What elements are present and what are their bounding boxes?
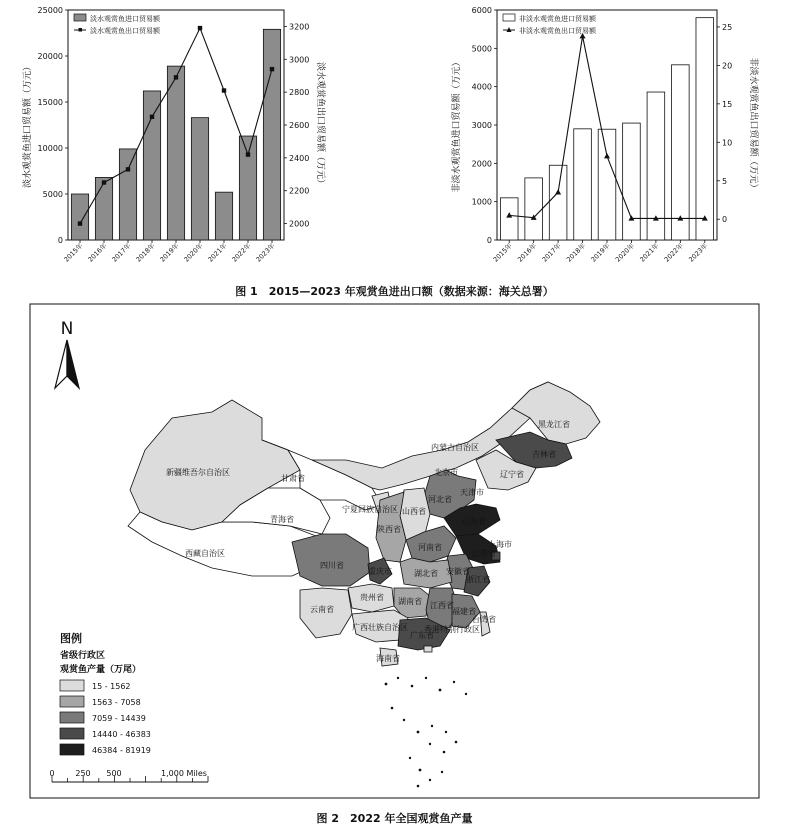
bar-non_freshwater-8 <box>696 18 714 240</box>
legend-bar-non_freshwater: 非淡水观赏鱼进口贸易额 <box>519 15 596 23</box>
north-label: N <box>60 319 74 339</box>
label-jiangsu: 江苏省 <box>472 549 496 558</box>
xtick-non_freshwater-1: 2016年 <box>516 241 539 264</box>
label-jiangxi: 江西省 <box>430 601 454 610</box>
label-gansu: 甘肃省 <box>281 474 305 483</box>
y2tick-non_freshwater-10: 10 <box>722 138 733 148</box>
bar-freshwater-0 <box>71 194 88 240</box>
label-tianjin: 天津市 <box>460 488 484 497</box>
figure-2-map <box>0 300 789 805</box>
y2tick-non_freshwater-5: 5 <box>722 176 728 186</box>
label-shandong: 山东省 <box>462 517 486 526</box>
xtick-non_freshwater-2: 2017年 <box>540 241 563 264</box>
region-hongkong <box>424 646 432 652</box>
chart-non-freshwater <box>450 6 760 264</box>
ytick-non_freshwater-0: 0 <box>486 236 492 245</box>
ylabel-freshwater: 淡水观赏鱼进口贸易额（万元） <box>23 61 33 189</box>
point-freshwater-4 <box>174 75 178 79</box>
bar-non_freshwater-5 <box>623 123 641 240</box>
xtick-freshwater-1: 2016年 <box>86 241 109 264</box>
ytick-non_freshwater-5000: 5000 <box>471 44 492 54</box>
label-anhui: 安徽省 <box>446 567 470 576</box>
label-beijing: 北京市 <box>434 468 458 477</box>
legend-swatch-1 <box>60 696 84 707</box>
y2tick-freshwater-2000: 2000 <box>289 219 310 229</box>
point-freshwater-0 <box>78 221 82 225</box>
legend-class-2: 7059 - 14439 <box>92 714 146 723</box>
ytick-non_freshwater-2000: 2000 <box>471 159 492 169</box>
y2label-non_freshwater: 非淡水观赏鱼出口贸易额（万元） <box>748 57 758 193</box>
scale-label-1000: 1,000 Miles <box>161 769 207 778</box>
scale-label-500: 500 <box>106 769 122 778</box>
scale-label-0: 0 <box>49 769 55 778</box>
ytick-freshwater-15000: 15000 <box>37 98 63 107</box>
label-fujian: 福建省 <box>452 607 476 616</box>
figure-1-caption: 图 1 2015—2023 年观赏鱼进出口额（数据来源：海关总署） <box>235 285 554 298</box>
legend-subtitle: 省级行政区 <box>60 651 106 661</box>
xtick-freshwater-5: 2020年 <box>182 241 205 264</box>
label-qinghai: 青海省 <box>270 515 294 524</box>
bar-freshwater-4 <box>167 66 184 240</box>
label-guizhou: 贵州省 <box>360 593 384 602</box>
label-heilongjiang: 黑龙江省 <box>538 420 570 429</box>
legend-class-3: 14440 - 46383 <box>92 730 151 739</box>
ytick-non_freshwater-6000: 6000 <box>471 6 492 15</box>
legend-line-non_freshwater: 非淡水观赏鱼出口贸易额 <box>519 27 596 35</box>
label-hunan: 湖南省 <box>398 597 422 606</box>
point-freshwater-2 <box>126 167 130 171</box>
label-xinjiang: 新疆维吾尔自治区 <box>166 468 230 477</box>
xtick-freshwater-4: 2019年 <box>158 241 181 264</box>
bar-freshwater-5 <box>191 118 208 240</box>
y2tick-freshwater-2400: 2400 <box>289 153 310 163</box>
xtick-non_freshwater-8: 2023年 <box>687 241 710 264</box>
label-zhejiang: 浙江省 <box>466 575 490 584</box>
bar-freshwater-7 <box>239 136 256 240</box>
y2tick-non_freshwater-15: 15 <box>722 99 733 109</box>
xtick-non_freshwater-6: 2021年 <box>638 241 661 264</box>
label-hubei: 湖北省 <box>414 569 438 578</box>
ytick-non_freshwater-1000: 1000 <box>471 197 492 207</box>
xtick-non_freshwater-7: 2022年 <box>662 241 685 264</box>
figure-1-charts <box>0 0 789 282</box>
label-sichuan: 四川省 <box>320 561 344 570</box>
label-ningxia: 宁夏回族自治区 <box>342 505 398 514</box>
label-hebei: 河北省 <box>428 495 452 504</box>
y2tick-non_freshwater-25: 25 <box>722 22 733 32</box>
y2tick-freshwater-2800: 2800 <box>289 88 310 98</box>
bar-freshwater-8 <box>263 29 280 240</box>
label-tibet: 西藏自治区 <box>185 549 225 558</box>
label-chongqing: 重庆市 <box>368 567 392 576</box>
ytick-non_freshwater-3000: 3000 <box>471 121 492 130</box>
legend-class-4: 46384 - 81919 <box>92 746 151 755</box>
legend-swatch-0 <box>60 680 84 691</box>
ytick-freshwater-5000: 5000 <box>42 190 63 199</box>
xtick-freshwater-7: 2022年 <box>230 241 253 264</box>
legend-swatch-3 <box>60 728 84 739</box>
label-inner-mongolia: 内蒙古自治区 <box>431 443 479 452</box>
point-freshwater-1 <box>102 180 106 184</box>
xtick-freshwater-3: 2018年 <box>134 241 157 264</box>
xtick-non_freshwater-4: 2019年 <box>589 241 612 264</box>
legend-field: 观赏鱼产量（万尾） <box>60 665 142 675</box>
ytick-freshwater-10000: 10000 <box>37 144 63 153</box>
xtick-freshwater-8: 2023年 <box>254 241 277 264</box>
bar-non_freshwater-4 <box>598 129 616 240</box>
legend-non_freshwater <box>503 14 597 35</box>
xtick-non_freshwater-5: 2020年 <box>613 241 636 264</box>
y2tick-non_freshwater-20: 20 <box>722 61 733 71</box>
bar-non_freshwater-3 <box>574 129 592 240</box>
label-hainan: 海南省 <box>376 654 400 663</box>
label-shaanxi: 陕西省 <box>377 525 401 534</box>
y2tick-freshwater-3200: 3200 <box>289 22 310 32</box>
legend-freshwater <box>74 14 161 35</box>
y2label-freshwater: 淡水观赏鱼出口贸易额（万元） <box>315 61 325 189</box>
legend-bar-freshwater: 淡水观赏鱼进口贸易额 <box>90 15 160 23</box>
label-yunnan: 云南省 <box>310 605 334 614</box>
bar-non_freshwater-1 <box>525 178 543 240</box>
label-liaoning: 辽宁省 <box>500 470 524 479</box>
bar-non_freshwater-7 <box>672 65 690 240</box>
label-shanghai: 上海市 <box>488 540 512 549</box>
xtick-freshwater-6: 2021年 <box>206 241 229 264</box>
legend-class-0: 15 - 1562 <box>92 682 131 691</box>
point-freshwater-5 <box>198 26 202 30</box>
legend-line-freshwater: 淡水观赏鱼出口贸易额 <box>90 27 160 35</box>
xtick-non_freshwater-0: 2015年 <box>491 241 514 264</box>
chart-freshwater <box>21 6 327 264</box>
legend-swatch-2 <box>60 712 84 723</box>
label-taiwan: 台湾省 <box>472 615 496 624</box>
xtick-non_freshwater-3: 2018年 <box>565 241 587 264</box>
y2tick-non_freshwater-0: 0 <box>722 215 728 225</box>
point-freshwater-8 <box>270 67 274 71</box>
ytick-non_freshwater-4000: 4000 <box>471 82 492 92</box>
y2tick-freshwater-3000: 3000 <box>289 55 310 65</box>
ytick-freshwater-20000: 20000 <box>37 52 63 61</box>
ylabel-non_freshwater: 非淡水观赏鱼进口贸易额（万元） <box>452 57 462 193</box>
figure-2-caption: 图 2 2022 年全国观赏鱼产量 <box>316 812 473 825</box>
label-jilin: 吉林省 <box>532 450 556 459</box>
legend-title: 图例 <box>60 632 82 645</box>
scale-label-250: 250 <box>75 769 91 778</box>
xtick-freshwater-0: 2015年 <box>62 241 85 264</box>
bar-non_freshwater-2 <box>549 165 567 240</box>
label-guangdong: 广东省 <box>410 631 434 640</box>
y2tick-freshwater-2600: 2600 <box>289 121 310 130</box>
bar-freshwater-1 <box>95 177 112 240</box>
ytick-freshwater-0: 0 <box>57 236 63 245</box>
point-freshwater-6 <box>222 88 226 92</box>
y2tick-freshwater-2200: 2200 <box>289 186 310 196</box>
bar-freshwater-3 <box>143 91 160 240</box>
label-henan: 河南省 <box>418 543 442 552</box>
label-shanxi: 山西省 <box>402 507 426 516</box>
legend-class-1: 1563 - 7058 <box>92 698 141 707</box>
label-hongkong: 香港特别行政区 <box>424 625 480 634</box>
ytick-freshwater-25000: 25000 <box>37 6 63 15</box>
label-guangxi: 广西壮族自治区 <box>352 623 408 632</box>
point-freshwater-3 <box>150 115 154 119</box>
xtick-freshwater-2: 2017年 <box>110 241 133 264</box>
bar-freshwater-6 <box>215 192 232 240</box>
bar-non_freshwater-0 <box>500 198 518 240</box>
bar-freshwater-2 <box>119 149 136 240</box>
legend-swatch-4 <box>60 744 84 755</box>
point-freshwater-7 <box>246 152 250 156</box>
